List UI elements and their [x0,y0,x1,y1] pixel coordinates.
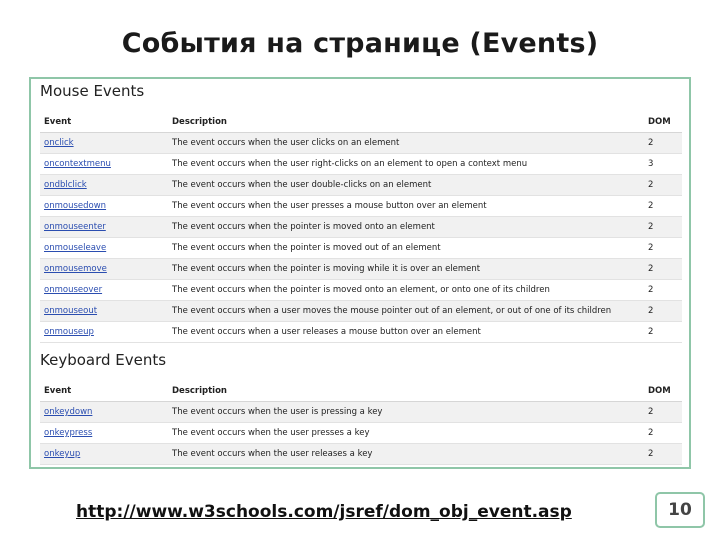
event-description: The event occurs when the user right-clicks on an element to open a context menu [168,154,644,175]
dom-level: 2 [644,322,682,343]
event-link[interactable]: onmousedown [44,201,107,211]
table-row [40,322,682,343]
event-description: The event occurs when the pointer is moved onto an element [168,217,644,238]
page-number-badge: 10 [655,492,705,528]
column-header-description: Description [168,112,644,133]
event-description: The event occurs when the user clicks on an element [168,133,644,154]
mouse-events-table [40,112,682,343]
table-row [40,154,682,175]
event-link[interactable]: oncontextmenu [44,159,111,169]
dom-level: 2 [644,259,682,280]
event-link[interactable]: onkeyup [44,449,81,459]
dom-level: 2 [644,217,682,238]
dom-level: 2 [644,402,682,423]
column-header-dom: DOM [644,381,682,402]
table-row [40,259,682,280]
table-header-row [40,112,682,133]
event-link[interactable]: onmouseenter [44,222,106,232]
dom-level: 2 [644,280,682,301]
event-description: The event occurs when a user moves the mouse pointer out of an element, or out of one of its children [168,301,644,322]
table-row [40,423,682,444]
table-row [40,175,682,196]
keyboard-events-heading: Keyboard Events [40,351,167,369]
event-link[interactable]: onkeypress [44,428,93,438]
event-link[interactable]: onclick [44,138,74,148]
slide-title: События на странице (Events) [121,28,599,59]
event-link[interactable]: onmouseover [44,285,103,295]
column-header-dom: DOM [644,112,682,133]
event-description: The event occurs when the user releases a key [168,444,644,465]
column-header-event: Event [40,381,168,402]
table-row [40,444,682,465]
table-row [40,217,682,238]
source-url-link[interactable]: http://www.w3schools.com/jsref/dom_obj_event.asp [76,502,572,522]
event-description: The event occurs when the user presses a mouse button over an element [168,196,644,217]
event-link[interactable]: onkeydown [44,407,93,417]
event-description: The event occurs when the pointer is moved onto an element, or onto one of its children [168,280,644,301]
dom-level: 2 [644,196,682,217]
event-description: The event occurs when a user releases a mouse button over an element [168,322,644,343]
table-row [40,238,682,259]
event-description: The event occurs when the user double-clicks on an element [168,175,644,196]
table-row [40,280,682,301]
event-description: The event occurs when the user is pressing a key [168,402,644,423]
column-header-description: Description [168,381,644,402]
dom-level: 2 [644,238,682,259]
dom-level: 2 [644,301,682,322]
table-header-row [40,381,682,402]
event-link[interactable]: onmouseleave [44,243,107,253]
table-row [40,301,682,322]
column-header-event: Event [40,112,168,133]
table-row [40,133,682,154]
dom-level: 2 [644,423,682,444]
event-description: The event occurs when the pointer is moving while it is over an element [168,259,644,280]
event-description: The event occurs when the user presses a key [168,423,644,444]
dom-level: 3 [644,154,682,175]
keyboard-events-table [40,381,682,465]
table-row [40,402,682,423]
mouse-events-heading: Mouse Events [40,82,145,100]
event-description: The event occurs when the pointer is moved out of an element [168,238,644,259]
event-link[interactable]: ondblclick [44,180,87,190]
event-link[interactable]: onmouseup [44,327,94,337]
dom-level: 2 [644,175,682,196]
event-link[interactable]: onmousemove [44,264,107,274]
event-link[interactable]: onmouseout [44,306,98,316]
dom-level: 2 [644,444,682,465]
table-row [40,196,682,217]
dom-level: 2 [644,133,682,154]
